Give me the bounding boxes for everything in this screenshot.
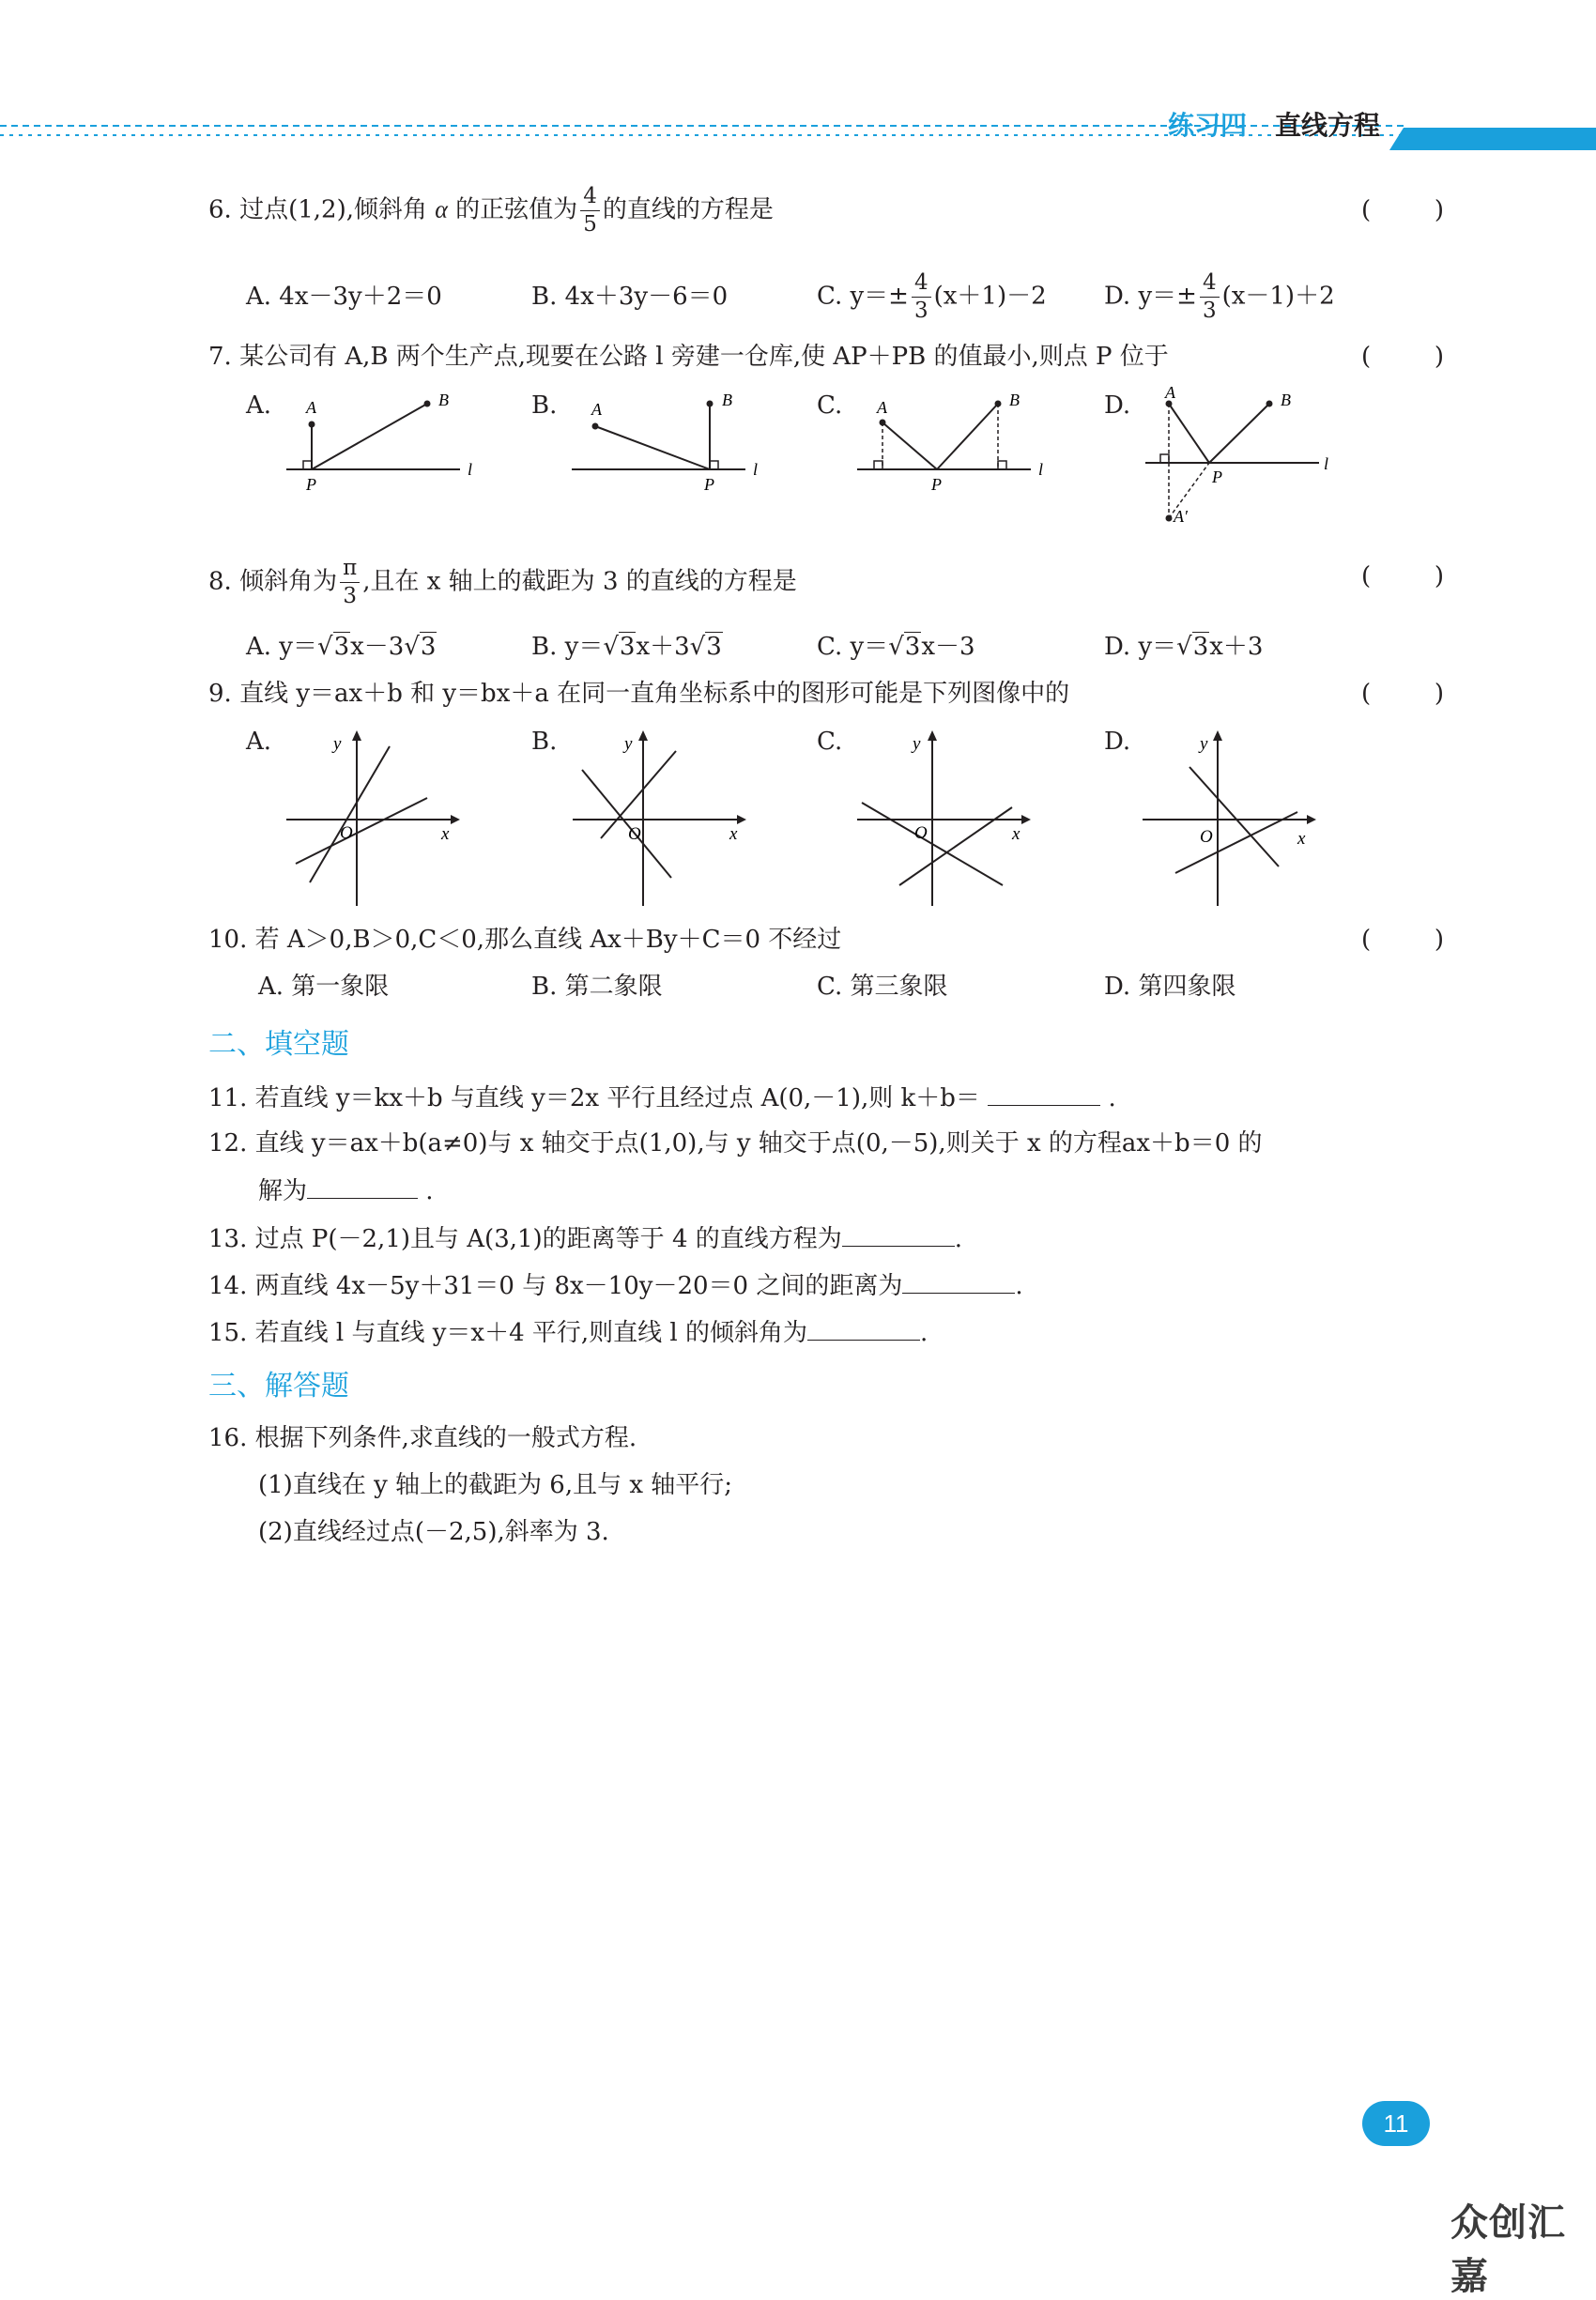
question-10-stem: 10. 若 A＞0,B＞0,C＜0,那么直线 Ax＋By＋C＝0 不经过 <box>208 926 842 954</box>
question-16-part-2: (2)直线经过点(－2,5),斜率为 3. <box>258 1518 609 1546</box>
option-c: C. y＝√3x－3 <box>817 633 975 661</box>
option-b-figure <box>558 385 783 507</box>
svg-text:P: P <box>704 475 714 494</box>
svg-text:l: l <box>468 460 473 479</box>
option-d-label: D. <box>1104 728 1131 756</box>
svg-text:y: y <box>913 734 921 754</box>
svg-text:l: l <box>1324 454 1329 473</box>
answer-blank[interactable] <box>902 1266 1015 1294</box>
watermark-logo: 众创汇嘉 <box>1450 2201 1566 2298</box>
option-a-label: A. <box>246 391 272 420</box>
option-c: C. y＝± $\frac{4}{3}$ (x＋1)－2 <box>817 270 1047 323</box>
svg-text:y: y <box>1200 734 1208 754</box>
answer-bracket: ( ) <box>1361 926 1444 954</box>
option-d-graph <box>1138 728 1326 911</box>
svg-text:l: l <box>753 460 759 479</box>
question-7-stem: 7. 某公司有 A,B 两个生产点,现要在公路 l 旁建一仓库,使 AP＋PB 的值最小,则点 P 位于 <box>208 343 1169 371</box>
option-b: B. 第二象限 <box>531 973 663 1001</box>
page-number: 11 <box>1362 2101 1430 2146</box>
svg-text:A: A <box>1165 385 1175 402</box>
svg-text:B: B <box>438 391 449 409</box>
question-8-stem: 8. 倾斜角为 $\frac{\pi}{3}$ ,且在 x 轴上的截距为 3 的直线的方程是 <box>208 556 797 608</box>
option-a: A. 第一象限 <box>258 973 390 1001</box>
answer-blank[interactable] <box>842 1219 955 1247</box>
svg-text:B: B <box>722 391 732 409</box>
option-c-label: C. <box>817 728 843 756</box>
option-b: B. y＝√3x＋3√3 <box>531 633 722 661</box>
svg-text:P: P <box>931 475 942 494</box>
section-answer-heading: 三、解答题 <box>208 1370 349 1403</box>
question-9-stem: 9. 直线 y＝ax＋b 和 y＝bx＋a 在同一直角坐标系中的图形可能是下列图像中的 <box>208 680 1070 708</box>
question-14: 14. 两直线 4x－5y＋31＝0 与 8x－10y－20＝0 之间的距离为 . <box>208 1266 1023 1305</box>
option-a-label: A. <box>246 728 272 756</box>
answer-blank[interactable] <box>988 1079 1100 1106</box>
svg-text:A: A <box>877 398 887 417</box>
answer-blank[interactable] <box>307 1172 418 1199</box>
header-section: 练习四 <box>1168 110 1248 141</box>
question-15: 15. 若直线 l 与直线 y＝x＋4 平行,则直线 l 的倾斜角为 . <box>208 1313 928 1352</box>
svg-text:B: B <box>1009 391 1020 409</box>
svg-text:O: O <box>1200 827 1213 847</box>
svg-text:A′: A′ <box>1174 507 1188 526</box>
question-16: 16. 根据下列条件,求直线的一般式方程. <box>208 1424 637 1452</box>
svg-text:y: y <box>624 734 633 754</box>
option-c-graph <box>852 728 1040 911</box>
option-a-figure <box>272 385 498 507</box>
svg-text:A: A <box>306 398 316 417</box>
option-d-figure <box>1127 385 1352 526</box>
question-12-line2: 解为 . <box>258 1172 434 1210</box>
option-c-label: C. <box>817 391 843 420</box>
svg-text:x: x <box>729 824 738 844</box>
svg-text:l: l <box>1038 460 1044 479</box>
answer-bracket: ( ) <box>1361 562 1444 590</box>
svg-text:y: y <box>333 734 342 754</box>
option-d: D. y＝√3x＋3 <box>1104 633 1264 661</box>
question-13: 13. 过点 P(－2,1)且与 A(3,1)的距离等于 4 的直线方程为 . <box>208 1219 962 1258</box>
question-12-line1: 12. 直线 y＝ax＋b(a≠0)与 x 轴交于点(1,0),与 y 轴交于点(0,－5),则关于 x 的方程ax＋b＝0 的 <box>208 1129 1263 1158</box>
svg-text:x: x <box>1012 824 1021 844</box>
svg-text:x: x <box>441 824 450 844</box>
question-6-stem: 6. 过点(1,2),倾斜角 α 的正弦值为 $\frac{4}{5}$ 的直线的方程是 <box>208 184 774 237</box>
svg-text:B: B <box>1281 391 1291 409</box>
answer-bracket: ( ) <box>1361 196 1444 224</box>
option-b: B. 4x＋3y－6＝0 <box>531 283 729 311</box>
svg-text:O: O <box>914 823 928 843</box>
svg-text:A: A <box>591 400 602 419</box>
answer-bracket: ( ) <box>1361 680 1444 708</box>
svg-text:P: P <box>306 475 316 494</box>
question-16-part-1: (1)直线在 y 轴上的截距为 6,且与 x 轴平行; <box>258 1471 733 1499</box>
option-c-figure <box>843 385 1068 507</box>
option-b-label: B. <box>531 391 558 420</box>
option-a: A. 4x－3y＋2＝0 <box>246 283 442 311</box>
option-d: D. 第四象限 <box>1104 973 1236 1001</box>
option-a-graph <box>282 728 469 911</box>
header-title: 直线方程 <box>1275 110 1381 141</box>
svg-text:x: x <box>1297 829 1306 849</box>
answer-bracket: ( ) <box>1361 343 1444 371</box>
question-11: 11. 若直线 y＝kx＋b 与直线 y＝2x 平行且经过点 A(0,－1),则 k＋b＝ . <box>208 1079 1116 1117</box>
answer-blank[interactable] <box>807 1313 920 1341</box>
option-c: C. 第三象限 <box>817 973 948 1001</box>
svg-text:P: P <box>1212 468 1222 486</box>
option-b-graph <box>568 728 756 911</box>
option-d: D. y＝± $\frac{4}{3}$ (x－1)＋2 <box>1104 270 1335 323</box>
svg-text:O: O <box>628 824 641 844</box>
option-a: A. y＝√3x－3√3 <box>246 633 437 661</box>
section-fill-blank-heading: 二、填空题 <box>208 1028 349 1061</box>
option-d-label: D. <box>1104 391 1131 420</box>
option-b-label: B. <box>531 728 558 756</box>
svg-text:O: O <box>340 823 353 843</box>
